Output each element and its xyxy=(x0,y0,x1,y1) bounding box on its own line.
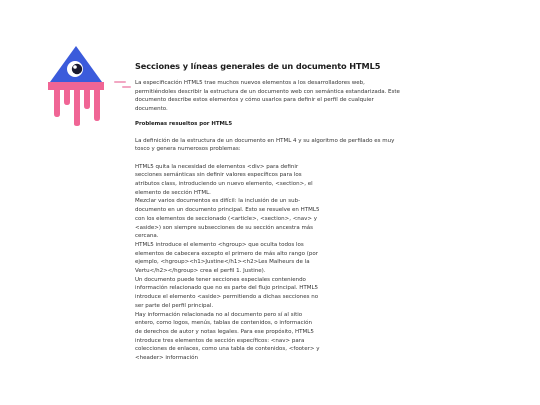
problems-paragraph: La definición de la estructura de un documento en HTML 4 y su algoritmo de perfilado es muy tosco y genera numerosos problemas: xyxy=(135,138,395,153)
article xyxy=(135,61,407,363)
list-item: Un documento puede tener secciones especiales conteniendo información relacionado que no es parte del flujo principal. HTML5 introduce el elemento <aside> permitiendo a dichas secciones no ser parte del perfil principal. xyxy=(135,276,319,309)
list-item: HTML5 quita la necesidad de elementos <div> para definir secciones semánticas sin definir valores específicos para los atributos class, introduciendo un nuevo elemento, <section>, el elemento de sección HTML. xyxy=(135,163,313,196)
eye-triangle-drip-logo-icon xyxy=(44,44,108,126)
section-heading: Problemas resueltos por HTML5 xyxy=(135,121,233,127)
logo-drips xyxy=(48,82,104,126)
accent-dash-long xyxy=(114,81,126,83)
list-item: Hay información relacionada no al documento pero sí al sitio entero, como logos, menús, tablas de contenidos, o información de derechos de autor y notas legales. Para ese propósito, HTML5 introduce tres elementos de sección específicos: <nav> para colecciones de enlaces, como una tabla de contenidos, <footer> y <header> información xyxy=(135,311,320,362)
logo-pupil xyxy=(72,64,82,74)
accent-dash-short xyxy=(122,86,131,88)
list-item: HTML5 introduce el elemento <hgroup> que oculta todos los elementos de cabecera excepto el primero de más alto rango (por ejemplo, <hgroup><h1>Justine</h1><h2>Les Malheurs de la Vertu</h2></hgroup> crea el perfil 1. Justine). xyxy=(135,241,319,275)
logo-eye-highlight xyxy=(73,65,77,69)
problems-list xyxy=(135,163,320,363)
page-title: Secciones y líneas generales de un documento HTML5 xyxy=(135,61,381,71)
intro-paragraph: La especificación HTML5 trae muchos nuevos elementos a los desarrolladores web, permitiéndoles describir la estructura de un documento web con semántica estandarizada. Este documento describe estos elementos y cómo usarlos para definir el perfil de cualquier documento. xyxy=(135,80,400,112)
list-item: Mezclar varios documentos es difícil: la inclusión de un sub-documento en un documento principal. Esto se resuelve en HTML5 con los elementos de seccionado (<article>, <section>, <nav> y <aside>) son siempre subsecciones de su sección ancestra más cercana. xyxy=(135,198,320,240)
